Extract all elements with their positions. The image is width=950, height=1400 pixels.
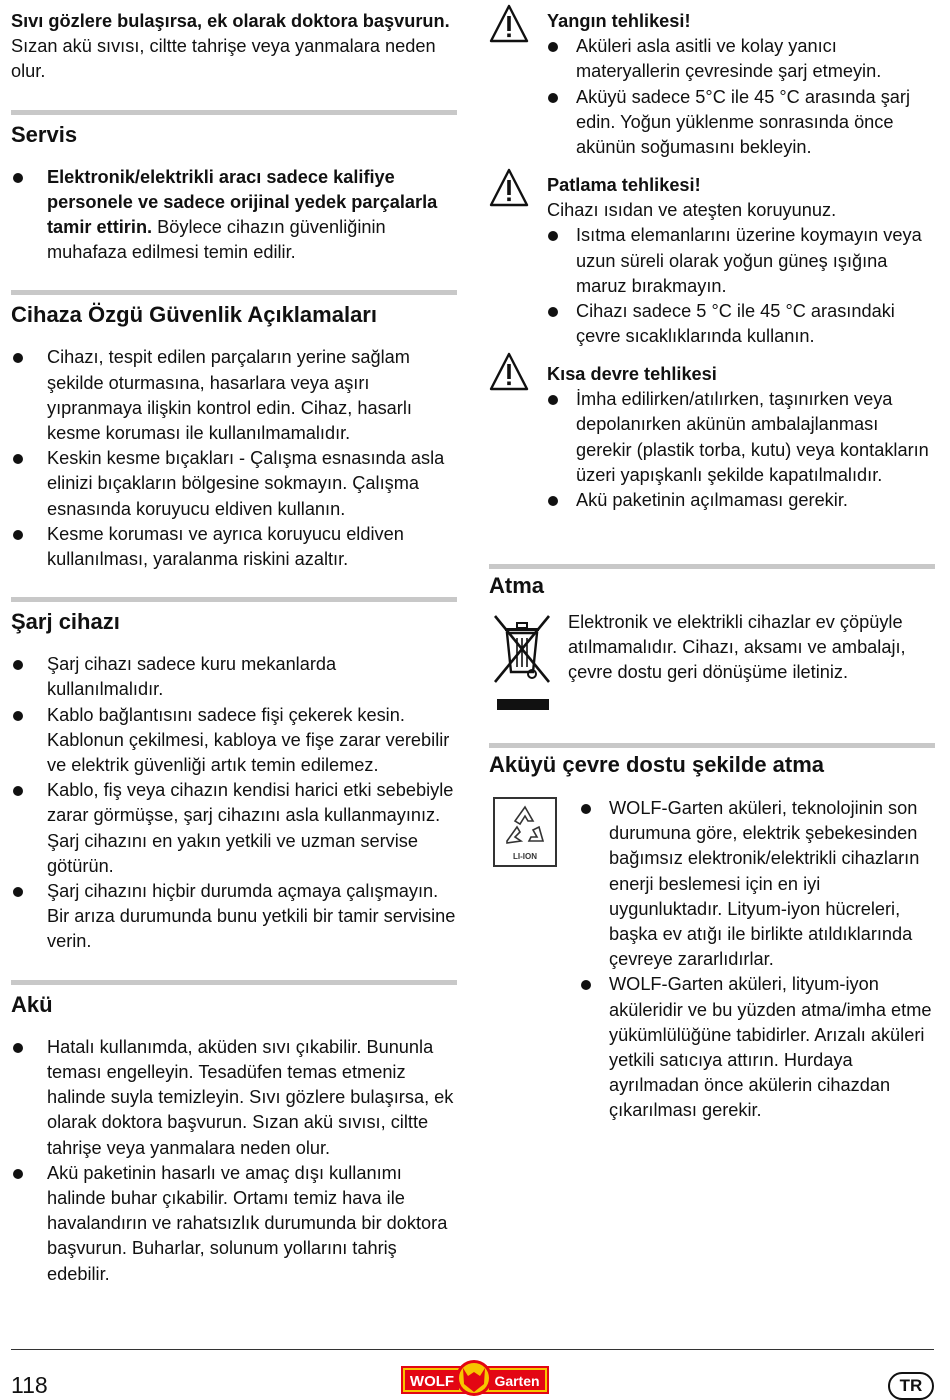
- section-rule: [11, 110, 457, 115]
- wolf-garten-logo: [401, 1356, 549, 1396]
- intro-rest: Sızan akü sıvısı, ciltte tahrişe veya yanmalara neden olur.: [11, 36, 436, 82]
- list-item: WOLF-Garten aküleri, teknolojinin son durumuna göre, elektrik şebekesinden bağımsız elektronik/elektrikli cihazların enerji beslemesi için en iyi uygunluktadır. Lityum-iyon hücreleri, başka ev atığı ile birlikte atıldıklarında çevreye zararlıdırlar.: [579, 796, 935, 972]
- list-item: WOLF-Garten aküleri, lityum-iyon aküleridir ve bu yüzden atma/imha etme yükümlülüğüne tabidirler. Arızalı aküleri yetkili satıcıya attırın. Hurdaya ayrılmadan önce akülerin cihazdan çıkarılması gerekir.: [579, 972, 935, 1123]
- logo-wolf-text: WOLF: [409, 1373, 455, 1390]
- disposal-text: Elektronik ve elektrikli cihazlar ev çöpüyle atılmamalıdır. Cihazı, aksamı ve ambalajı, çevre dostu geri dönüşüme iletiniz.: [568, 612, 906, 683]
- list-item: Aküleri asla asitli ve kolay yanıcı materyallerin çevresinde şarj etmeyin.: [547, 34, 937, 84]
- warning-triangle-icon: [489, 168, 529, 208]
- section-rule: [11, 290, 457, 295]
- section-rule: [11, 597, 457, 602]
- list-item: Elektronik/elektrikli aracı sadece kalifiye personele ve sadece orijinal yedek parçalarla tamir ettirin. Böylece cihazın güvenliğinin muhafaza edilmesi temin edilir.: [11, 165, 457, 266]
- li-ion-label: LI-ION: [513, 852, 537, 861]
- list-item: Keskin kesme bıçakları - Çalışma esnasında asla elinizi bıçakların bölgesine sokmayın. Çalışma esnasında koruyucu eldiven kullanın.: [11, 446, 457, 522]
- short-circuit-title: Kısa devre tehlikesi: [547, 364, 717, 384]
- battery-list: [11, 1035, 457, 1287]
- fire-block: [547, 9, 937, 160]
- list-item: Kablo bağlantısını sadece fişi çekerek kesin. Kablonun çekilmesi, kabloya ve fişe zarar verebilir ve elektrik güvenliği artık temin edilemez.: [11, 703, 457, 779]
- section-title-eco: Aküyü çevre dostu şekilde atma: [489, 752, 825, 777]
- language-badge: TR: [888, 1372, 934, 1400]
- list-item: İmha edilirken/atılırken, taşınırken veya depolanırken akünün ambalajlanması gerekir (plastik torba, kutu) veya kontakların üzeri yapışkanlı şekilde kapatılmalıdır.: [547, 387, 937, 488]
- section-title-charger: Şarj cihazı: [11, 609, 120, 635]
- section-title-servis: Servis: [11, 121, 78, 147]
- intro-paragraph: [11, 9, 457, 85]
- eco-list: [579, 796, 935, 1124]
- list-item: Cihazı, tespit edilen parçaların yerine sağlam şekilde oturmasına, hasarlara veya aşırı yıpranmaya ilişkin kontrol edin. Cihaz, hasarlı kesme koruması ile kullanılmamalıdır.: [11, 345, 457, 446]
- list-item: Kablo, fiş veya cihazın kendisi harici etki sebebiyle zarar görmüşse, şarj cihazını asla kullanmayınız. Şarj cihazını en yakın yetkili ve uzman servise götürün.: [11, 778, 457, 879]
- section-title-battery: Akü: [11, 991, 53, 1017]
- explosion-text: Cihazı ısıdan ve ateşten koruyunuz.: [547, 200, 837, 221]
- intro-bold: Sıvı gözlere bulaşırsa, ek olarak doktora başvurun.: [11, 11, 450, 31]
- short-circuit-block: [547, 362, 937, 513]
- warning-triangle-icon: [489, 4, 529, 44]
- footer-rule: [11, 1349, 934, 1350]
- list-item: Şarj cihazı sadece kuru mekanlarda kullanılmalıdır.: [11, 652, 457, 702]
- explosion-list: [547, 223, 937, 349]
- section-rule: [489, 564, 935, 569]
- list-item: Şarj cihazını hiçbir durumda açmaya çalışmayın. Bir arıza durumunda bunu yetkili bir tamir servisine verin.: [11, 879, 457, 955]
- list-item: Kesme koruması ve ayrıca koruyucu eldiven kullanılması, yaralanma riskini azaltır.: [11, 522, 457, 572]
- explosion-title: Patlama tehlikesi!: [547, 175, 701, 195]
- logo-garten-text: Garten: [494, 1373, 540, 1389]
- safety-list: [11, 345, 457, 572]
- explosion-block: [547, 173, 937, 349]
- crossed-bin-icon: [491, 612, 553, 716]
- fire-list: [547, 34, 937, 160]
- section-title-disposal: Atma: [489, 573, 545, 598]
- list-item: Hatalı kullanımda, aküden sıvı çıkabilir. Bununla teması engelleyin. Tesadüfen temas etmeniz halinde suyla temizleyin. Sıvı gözlere bulaşırsa, ek olarak doktora başvurun. Sızan akü sıvısı, ciltte tahrişe veya yanmalara neden olur.: [11, 1035, 457, 1161]
- warning-triangle-icon: [489, 352, 529, 392]
- charger-list: [11, 652, 457, 954]
- left-column: [11, 0, 457, 1287]
- section-rule: [11, 980, 457, 985]
- servis-list: [11, 165, 457, 266]
- short-circuit-list: [547, 387, 937, 513]
- eco-block: [579, 796, 935, 1124]
- list-item: Akü paketinin hasarlı ve amaç dışı kullanımı halinde buhar çıkabilir. Ortamı temiz hava ile havalandırın ve rahatsızlık durumunda bir doktora başvurun. Buharlar, solunum yollarını tahriş edebilir.: [11, 1161, 457, 1287]
- page-number: 118: [11, 1372, 48, 1398]
- list-item: Aküyü sadece 5°C ile 45 °C arasında şarj edin. Yoğun yüklenme sonrasında önce akünün soğumasını bekleyin.: [547, 85, 937, 161]
- list-item: Akü paketinin açılmaması gerekir.: [547, 488, 937, 513]
- list-item: Cihazı sadece 5 °C ile 45 °C arasındaki çevre sıcaklıklarında kullanın.: [547, 299, 937, 349]
- fire-title: Yangın tehlikesi!: [547, 11, 691, 31]
- section-title-safety: Cihaza Özgü Güvenlik Açıklamaları: [11, 302, 377, 328]
- section-rule: [489, 743, 935, 748]
- li-ion-recycle-icon: [493, 797, 557, 867]
- list-item: Isıtma elemanlarını üzerine koymayın veya uzun süreli olarak yoğun güneş ışığına maruz bırakmayın.: [547, 223, 937, 299]
